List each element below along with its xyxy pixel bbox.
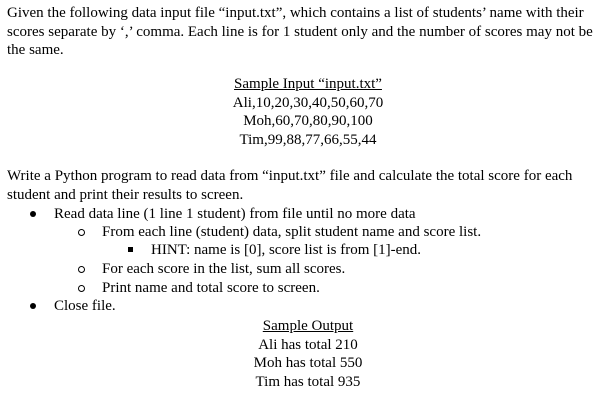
bullet-disc-icon — [30, 303, 36, 309]
list-item-text: Print name and total score to screen. — [102, 280, 320, 296]
sample-input-title: Sample Input “input.txt” — [234, 76, 382, 92]
bullet-disc-icon — [30, 211, 36, 217]
sample-output-line: Ali has total 210 — [258, 336, 358, 353]
sample-output-line: Moh has total 550 — [253, 355, 363, 371]
list-item-text: From each line (student) data, split student name and score list. — [102, 224, 482, 240]
bullet-circle-icon — [78, 285, 85, 292]
bullet-square-icon — [128, 247, 133, 252]
sample-output-block — [0, 317, 610, 391]
list-item-text: HINT: name is [0], score list is from [1]-end. — [151, 242, 422, 258]
sample-input-line: Moh,60,70,80,90,100 — [243, 113, 373, 129]
bullet-circle-icon — [78, 266, 85, 273]
list-item-text: Close file. — [54, 298, 116, 314]
sample-input-line: Tim,99,88,77,66,55,44 — [239, 131, 377, 148]
list-item-text: For each score in the list, sum all scores. — [102, 261, 346, 277]
list-item-text: Read data line (1 line 1 student) from file until no more data — [54, 206, 416, 222]
sample-output-title: Sample Output — [262, 318, 354, 334]
sample-input-line: Ali,10,20,30,40,50,60,70 — [232, 94, 384, 111]
sample-output-line: Tim has total 935 — [255, 373, 361, 390]
task-paragraph: Write a Python program to read data from “input.txt” file and calculate the total score for each student and print their results to screen. — [7, 168, 573, 203]
bullet-circle-icon — [78, 229, 85, 236]
intro-paragraph: Given the following data input file “input.txt”, which contains a list of students’ name with their scores separate by ‘,’ comma. Each line is for 1 student only and the number of scores may not be the same. — [7, 5, 593, 58]
sample-input-block — [0, 75, 610, 149]
